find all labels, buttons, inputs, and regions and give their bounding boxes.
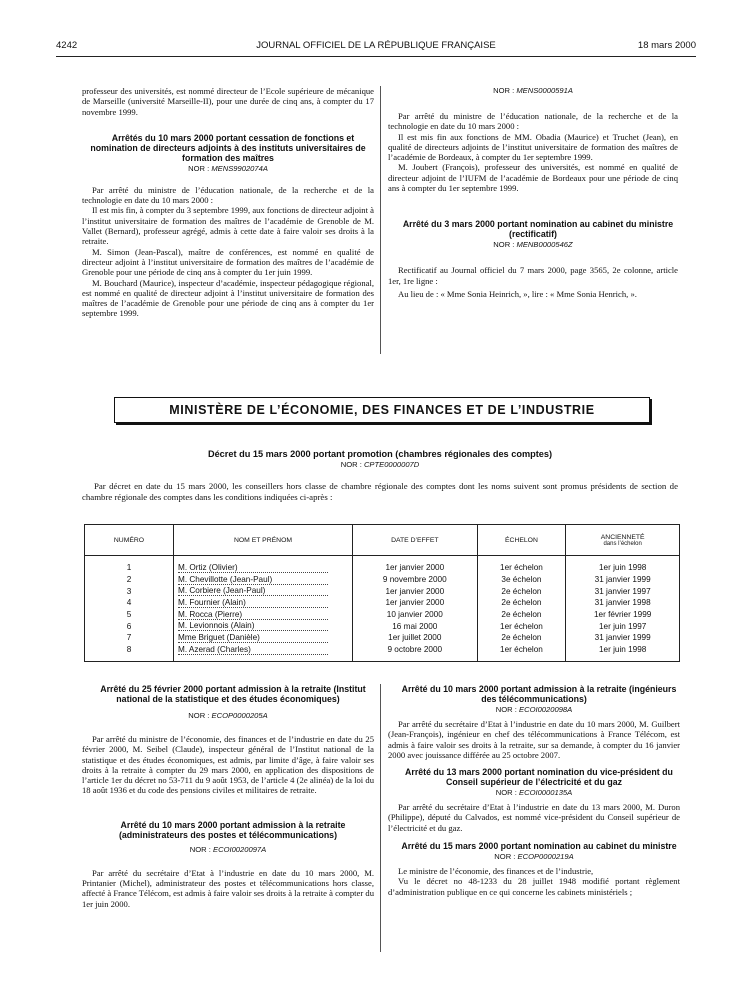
row-seniority: 1er juin 1998 bbox=[566, 556, 680, 574]
arrete-title: Arrêté du 3 mars 2000 portant nomination au cabinet du ministre (rectificatif) bbox=[402, 219, 674, 240]
row-echelon: 1er échelon bbox=[477, 644, 566, 661]
row-effective-date: 1er janvier 2000 bbox=[353, 597, 478, 609]
journal-title: JOURNAL OFFICIEL DE LA RÉPUBLIQUE FRANÇAISE bbox=[256, 40, 496, 51]
nor-code: ECOI0000135A bbox=[519, 788, 573, 798]
paragraph: Il est mis fin, à compter du 3 septembre 1999, aux fonctions de directeur adjoint à l’institut universitaire de formation des maîtres de l’académie de Grenoble de M. Vallet (Bernard), professeur agrégé, admis à cette date à faire valoir ses droits à la retraite. bbox=[82, 205, 374, 247]
row-echelon: 2e échelon bbox=[477, 585, 566, 597]
paragraph: Par arrêté du secrétaire d’Etat à l’industrie en date du 10 mars 2000, M. Printanier (Michel), administrateur des postes et télécommunications hors classe, affecté à France Télécom, est admis à faire valoir ses droits à la retraite à compter du 1er juin 2000. bbox=[82, 867, 374, 909]
row-seniority: 31 janvier 1999 bbox=[566, 632, 680, 644]
row-number: 7 bbox=[85, 632, 174, 644]
nor-code: CPTE0000007D bbox=[363, 460, 420, 469]
table-row bbox=[85, 632, 680, 644]
column-header: NOM ET PRÉNOM bbox=[174, 525, 353, 556]
nor-label: NOR : bbox=[495, 788, 517, 798]
rectificatif-text: Rectificatif au Journal officiel du 7 mars 2000, page 3565, 2e colonne, article 1er, 1re ligne : bbox=[388, 265, 678, 286]
continuation-text: professeur des universités, est nommé directeur de l’Ecole supérieure de mécanique de Marseille (université Marseille-II), pour une durée de cinq ans, à compter du 17 novembre 1999. bbox=[82, 86, 374, 117]
row-number: 5 bbox=[85, 609, 174, 621]
nor-code: ECOP0000219A bbox=[517, 852, 574, 862]
row-echelon: 1er échelon bbox=[477, 556, 566, 574]
paragraph: Le ministre de l’économie, des finances et de l’industrie, bbox=[398, 866, 594, 877]
nor-code: ECOP0000205A bbox=[211, 711, 268, 720]
row-effective-date: 1er janvier 2000 bbox=[353, 556, 478, 574]
row-name-text: M. Ortiz (Olivier) bbox=[178, 563, 328, 573]
arrete-title: Arrêté du 13 mars 2000 portant nomination du vice-président du Conseil supérieur de l’électricité et du gaz bbox=[405, 767, 673, 788]
row-seniority: 1er juin 1997 bbox=[566, 620, 680, 632]
row-name-text: M. Rocca (Pierre) bbox=[178, 610, 328, 620]
column-header bbox=[566, 525, 680, 556]
row-echelon: 2e échelon bbox=[477, 632, 566, 644]
row-seniority: 1er juin 1998 bbox=[566, 644, 680, 661]
row-name-text: Mme Briguet (Danièle) bbox=[178, 633, 328, 643]
decret-section bbox=[82, 449, 678, 503]
arrete-title: Arrêté du 15 mars 2000 portant nomination au cabinet du ministre bbox=[401, 841, 677, 852]
column-header: ÉCHELON bbox=[477, 525, 566, 556]
ministry-title: MINISTÈRE DE L’ÉCONOMIE, DES FINANCES ET DE L’INDUSTRIE bbox=[169, 403, 595, 417]
row-name-text: M. Azerad (Charles) bbox=[178, 645, 328, 655]
paragraph: Par arrêté du secrétaire d’Etat à l’industrie en date du 13 mars 2000, M. Duron (Philippe), député du Calvados, est nommé vice-président du Conseil supérieur de l’électricité et du gaz. bbox=[388, 802, 680, 833]
row-seniority: 31 janvier 1998 bbox=[566, 597, 680, 609]
nor-reference bbox=[388, 705, 680, 715]
row-name bbox=[174, 597, 353, 609]
nor-label: NOR : bbox=[189, 844, 211, 854]
nor-code: MENS0000591A bbox=[516, 86, 573, 95]
row-name-text: M. Levionnois (Alain) bbox=[178, 621, 328, 631]
nor-label: NOR : bbox=[494, 852, 516, 862]
row-echelon: 1er échelon bbox=[477, 620, 566, 632]
correction-text: Au lieu de : « Mme Sonia Heinrich, », lire : « Mme Sonia Henrich, ». bbox=[398, 288, 637, 299]
row-number: 1 bbox=[85, 556, 174, 574]
table-row bbox=[85, 574, 680, 586]
row-echelon: 3e échelon bbox=[477, 574, 566, 586]
paragraph: Par arrêté du ministre de l’éducation nationale, de la recherche et de la technologie en date du 10 mars 2000 : bbox=[388, 111, 678, 132]
table-row bbox=[85, 609, 680, 621]
nor-label: NOR : bbox=[340, 460, 362, 469]
table-row bbox=[85, 585, 680, 597]
arrete-title: Arrêté du 25 février 2000 portant admission à la retraite (Institut national de la statistique et des études économiques) bbox=[100, 684, 366, 704]
row-seniority: 1er février 1999 bbox=[566, 609, 680, 621]
row-name bbox=[174, 585, 353, 597]
nor-code: MENB0000546Z bbox=[516, 240, 573, 250]
row-name bbox=[174, 556, 353, 574]
column-header-main: ANCIENNETÉ bbox=[600, 533, 645, 541]
paragraph: M. Bouchard (Maurice), inspecteur d’académie, inspecteur pédagogique régional, est nommé en qualité de directeur adjoint à l’institut universitaire de formation des maîtres de l’académie de Grenoble pour une période de cinq ans à compter du 1er septembre 1999. bbox=[82, 277, 374, 319]
nor-label: NOR : bbox=[495, 705, 517, 714]
row-name bbox=[174, 632, 353, 644]
nor-label: NOR : bbox=[493, 240, 515, 250]
paragraph: Par arrêté du secrétaire d’Etat à l’industrie en date du 10 mars 2000, M. Guilbert (Jean-François), ingénieur en chef des télécommunications à France Télécom, est admis à faire valoir ses droits à la retraite, sur sa demande, à compter du 16 janvier 2000 avec jouissance différée au 25 octobre 2007. bbox=[388, 719, 680, 760]
nor-reference bbox=[82, 845, 374, 855]
paragraph: Par arrêté du ministre de l’économie, des finances et de l’industrie en date du 25 février 2000, M. Seibel (Claude), inspecteur général de l’Institut national de la statistique et des études économiques, est admis, par limite d’âge, à faire valoir ses droits à la retraite à compter du 29 mars 2000, en application des dispositions de l’article 1er du décret no 53-711 du 9 août 1953, de l’article 4 (2e alinéa) de la loi du 18 août 1936 et du code des pensions civiles et militaires de retraite. bbox=[82, 734, 374, 796]
table-row bbox=[85, 556, 680, 574]
nor-label: NOR : bbox=[188, 711, 210, 720]
nor-code: ECOI0020098A bbox=[519, 705, 573, 714]
nor-code: ECOI0020097A bbox=[213, 844, 267, 854]
nor-reference bbox=[82, 460, 678, 470]
row-effective-date: 16 mai 2000 bbox=[353, 620, 478, 632]
row-name bbox=[174, 644, 353, 661]
nor-label: NOR : bbox=[188, 163, 210, 173]
right-column-top bbox=[388, 86, 678, 299]
column-header-sub: dans l’échelon bbox=[603, 540, 642, 547]
nor-reference bbox=[388, 86, 678, 96]
column-header: DATE D’EFFET bbox=[353, 525, 478, 556]
promotion-table bbox=[84, 524, 680, 662]
paragraph: Par arrêté du ministre de l’éducation nationale, de la recherche et de la technologie en date du 10 mars 2000 : bbox=[82, 184, 374, 206]
row-name bbox=[174, 620, 353, 632]
decret-body: Par décret en date du 15 mars 2000, les conseillers hors classe de chambre régionale des comptes dont les noms suivent sont promus présidents de section de chambre régionale des comptes dans les conditions indiquées ci-après : bbox=[82, 481, 678, 502]
row-number: 3 bbox=[85, 585, 174, 597]
row-number: 6 bbox=[85, 620, 174, 632]
row-effective-date: 10 janvier 2000 bbox=[353, 609, 478, 621]
table-row bbox=[85, 620, 680, 632]
row-name-text: M. Corbiere (Jean-Paul) bbox=[178, 586, 328, 596]
row-effective-date: 1er janvier 2000 bbox=[353, 585, 478, 597]
page-number: 4242 bbox=[56, 40, 78, 51]
paragraph: Vu le décret no 48-1233 du 28 juillet 1948 modifié portant règlement d’administration publique en ce qui concerne les cabinets ministériels ; bbox=[388, 876, 680, 897]
issue-date: 18 mars 2000 bbox=[637, 40, 696, 51]
row-number: 4 bbox=[85, 597, 174, 609]
row-echelon: 2e échelon bbox=[477, 597, 566, 609]
row-seniority: 31 janvier 1999 bbox=[566, 574, 680, 586]
table-body bbox=[85, 556, 680, 662]
table-row bbox=[85, 597, 680, 609]
row-name-text: M. Chevillotte (Jean-Paul) bbox=[178, 575, 328, 585]
left-column-bottom bbox=[82, 684, 374, 909]
paragraph: M. Joubert (François), professeur des universités, est nommé en qualité de directeur adjoint de l’IUFM de l’académie de Bordeaux pour une période de cinq ans à compter du 1er septembre 1999. bbox=[388, 162, 678, 194]
nor-reference bbox=[388, 240, 678, 250]
table-row bbox=[85, 644, 680, 661]
page-header bbox=[56, 40, 696, 54]
ministry-banner bbox=[114, 397, 650, 423]
column-divider bbox=[380, 86, 381, 354]
row-name bbox=[174, 574, 353, 586]
row-effective-date: 9 octobre 2000 bbox=[353, 644, 478, 661]
arrete-title: Arrêté du 10 mars 2000 portant admission à la retraite (administrateurs des postes et télécommunications) bbox=[118, 819, 346, 840]
arrete-title: Arrêtés du 10 mars 2000 portant cessation de fonctions et nomination de directeurs adjoints à des instituts universitaires de formation des maîtres bbox=[90, 132, 366, 163]
decret-title: Décret du 15 mars 2000 portant promotion (chambres régionales des comptes) bbox=[207, 449, 553, 459]
row-seniority: 31 janvier 1997 bbox=[566, 585, 680, 597]
nor-reference bbox=[82, 711, 374, 721]
paragraph: Il est mis fin aux fonctions de MM. Obadia (Maurice) et Truchet (Jean), en qualité de directeurs adjoints de l’institut universitaire de formation des maîtres de l’académie de Bordeaux, à compter du 1er septembre 1999. bbox=[388, 131, 678, 163]
nor-reference bbox=[388, 788, 680, 798]
row-number: 2 bbox=[85, 574, 174, 586]
table-header-row bbox=[85, 525, 680, 556]
row-name bbox=[174, 609, 353, 621]
nor-label: NOR : bbox=[493, 86, 515, 95]
row-number: 8 bbox=[85, 644, 174, 661]
row-echelon: 2e échelon bbox=[477, 609, 566, 621]
row-name-text: M. Fournier (Alain) bbox=[178, 598, 328, 608]
column-divider bbox=[380, 684, 381, 952]
column-header: NUMÉRO bbox=[85, 525, 174, 556]
row-effective-date: 1er juillet 2000 bbox=[353, 632, 478, 644]
nor-reference bbox=[388, 852, 680, 862]
nor-code: MENS9902074A bbox=[211, 163, 268, 173]
left-column-top bbox=[82, 86, 374, 319]
arrete-title: Arrêté du 10 mars 2000 portant admission à la retraite (ingénieurs des télécommunications) bbox=[401, 684, 677, 704]
paragraph: M. Simon (Jean-Pascal), maître de conférences, est nommé en qualité de directeur adjoint à l’institut universitaire de formation des maîtres de l’académie de Grenoble pour une période de cinq ans à compter du 1er juin 1999. bbox=[82, 246, 374, 278]
row-effective-date: 9 novembre 2000 bbox=[353, 574, 478, 586]
right-column-bottom bbox=[388, 684, 680, 897]
header-divider bbox=[56, 56, 696, 57]
nor-reference bbox=[82, 164, 374, 174]
